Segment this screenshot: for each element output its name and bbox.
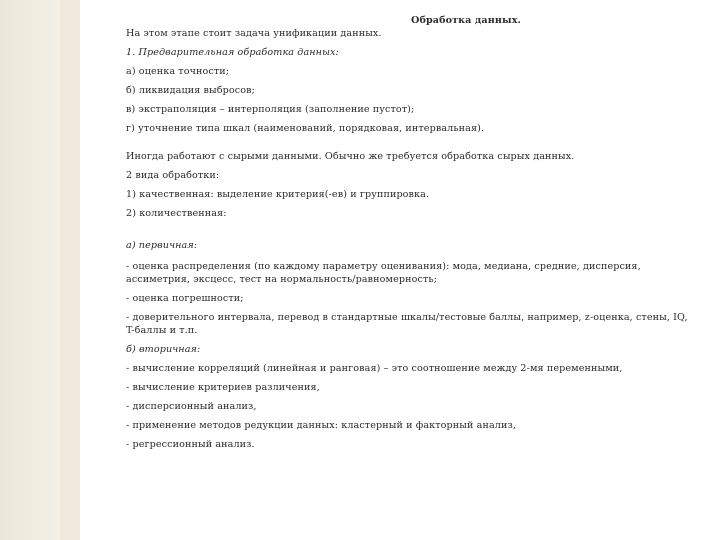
left-decorative-strip [0, 0, 80, 540]
secondary-item: - вычисление корреляций (линейная и ранговая) – это соотношение между 2-мя переменными, [126, 363, 623, 374]
secondary-heading: б) вторичная: [126, 344, 201, 355]
raw-data-note: Иногда работают с сырыми данными. Обычно же требуется обработка сырых данных. [126, 151, 575, 162]
document-title: Обработка данных. [411, 15, 521, 26]
preprocessing-heading: 1. Предварительная обработка данных: [126, 47, 339, 58]
document-body [126, 14, 696, 451]
secondary-item: - вычисление критериев различения, [126, 382, 320, 393]
primary-item: - оценка распределения (по каждому параметру оценивания): мода, медиана, средние, дисперсия, ассиметрия, эксцесс, тест на нормальность/равномерность; [126, 261, 641, 285]
preprocessing-item: г) уточнение типа шкал (наименований, порядковая, интервальная). [126, 123, 485, 134]
preprocessing-item: в) экстраполяция – интерполяция (заполнение пустот); [126, 104, 415, 115]
slide-page [80, 0, 720, 540]
preprocessing-item: б) ликвидация выбросов; [126, 85, 255, 96]
preprocessing-item: а) оценка точности; [126, 66, 230, 77]
primary-item: - оценка погрешности; [126, 293, 244, 304]
left-strip-band [60, 0, 80, 540]
processing-types-heading: 2 вида обработки: [126, 170, 220, 181]
processing-type-item: 2) количественная: [126, 208, 227, 219]
intro-text: На этом этапе стоит задача унификации данных. [126, 28, 382, 39]
primary-item: - доверительного интервала, перевод в стандартные шкалы/тестовые баллы, например, z-оценка, стены, IQ, T-баллы и т.п. [126, 312, 688, 336]
processing-type-item: 1) качественная: выделение критерия(-ев) и группировка. [126, 189, 430, 200]
secondary-item: - дисперсионный анализ, [126, 401, 257, 412]
secondary-item: - регрессионный анализ. [126, 439, 255, 450]
secondary-item: - применение методов редукции данных: кластерный и факторный анализ, [126, 420, 516, 431]
primary-heading: а) первичная: [126, 240, 198, 251]
